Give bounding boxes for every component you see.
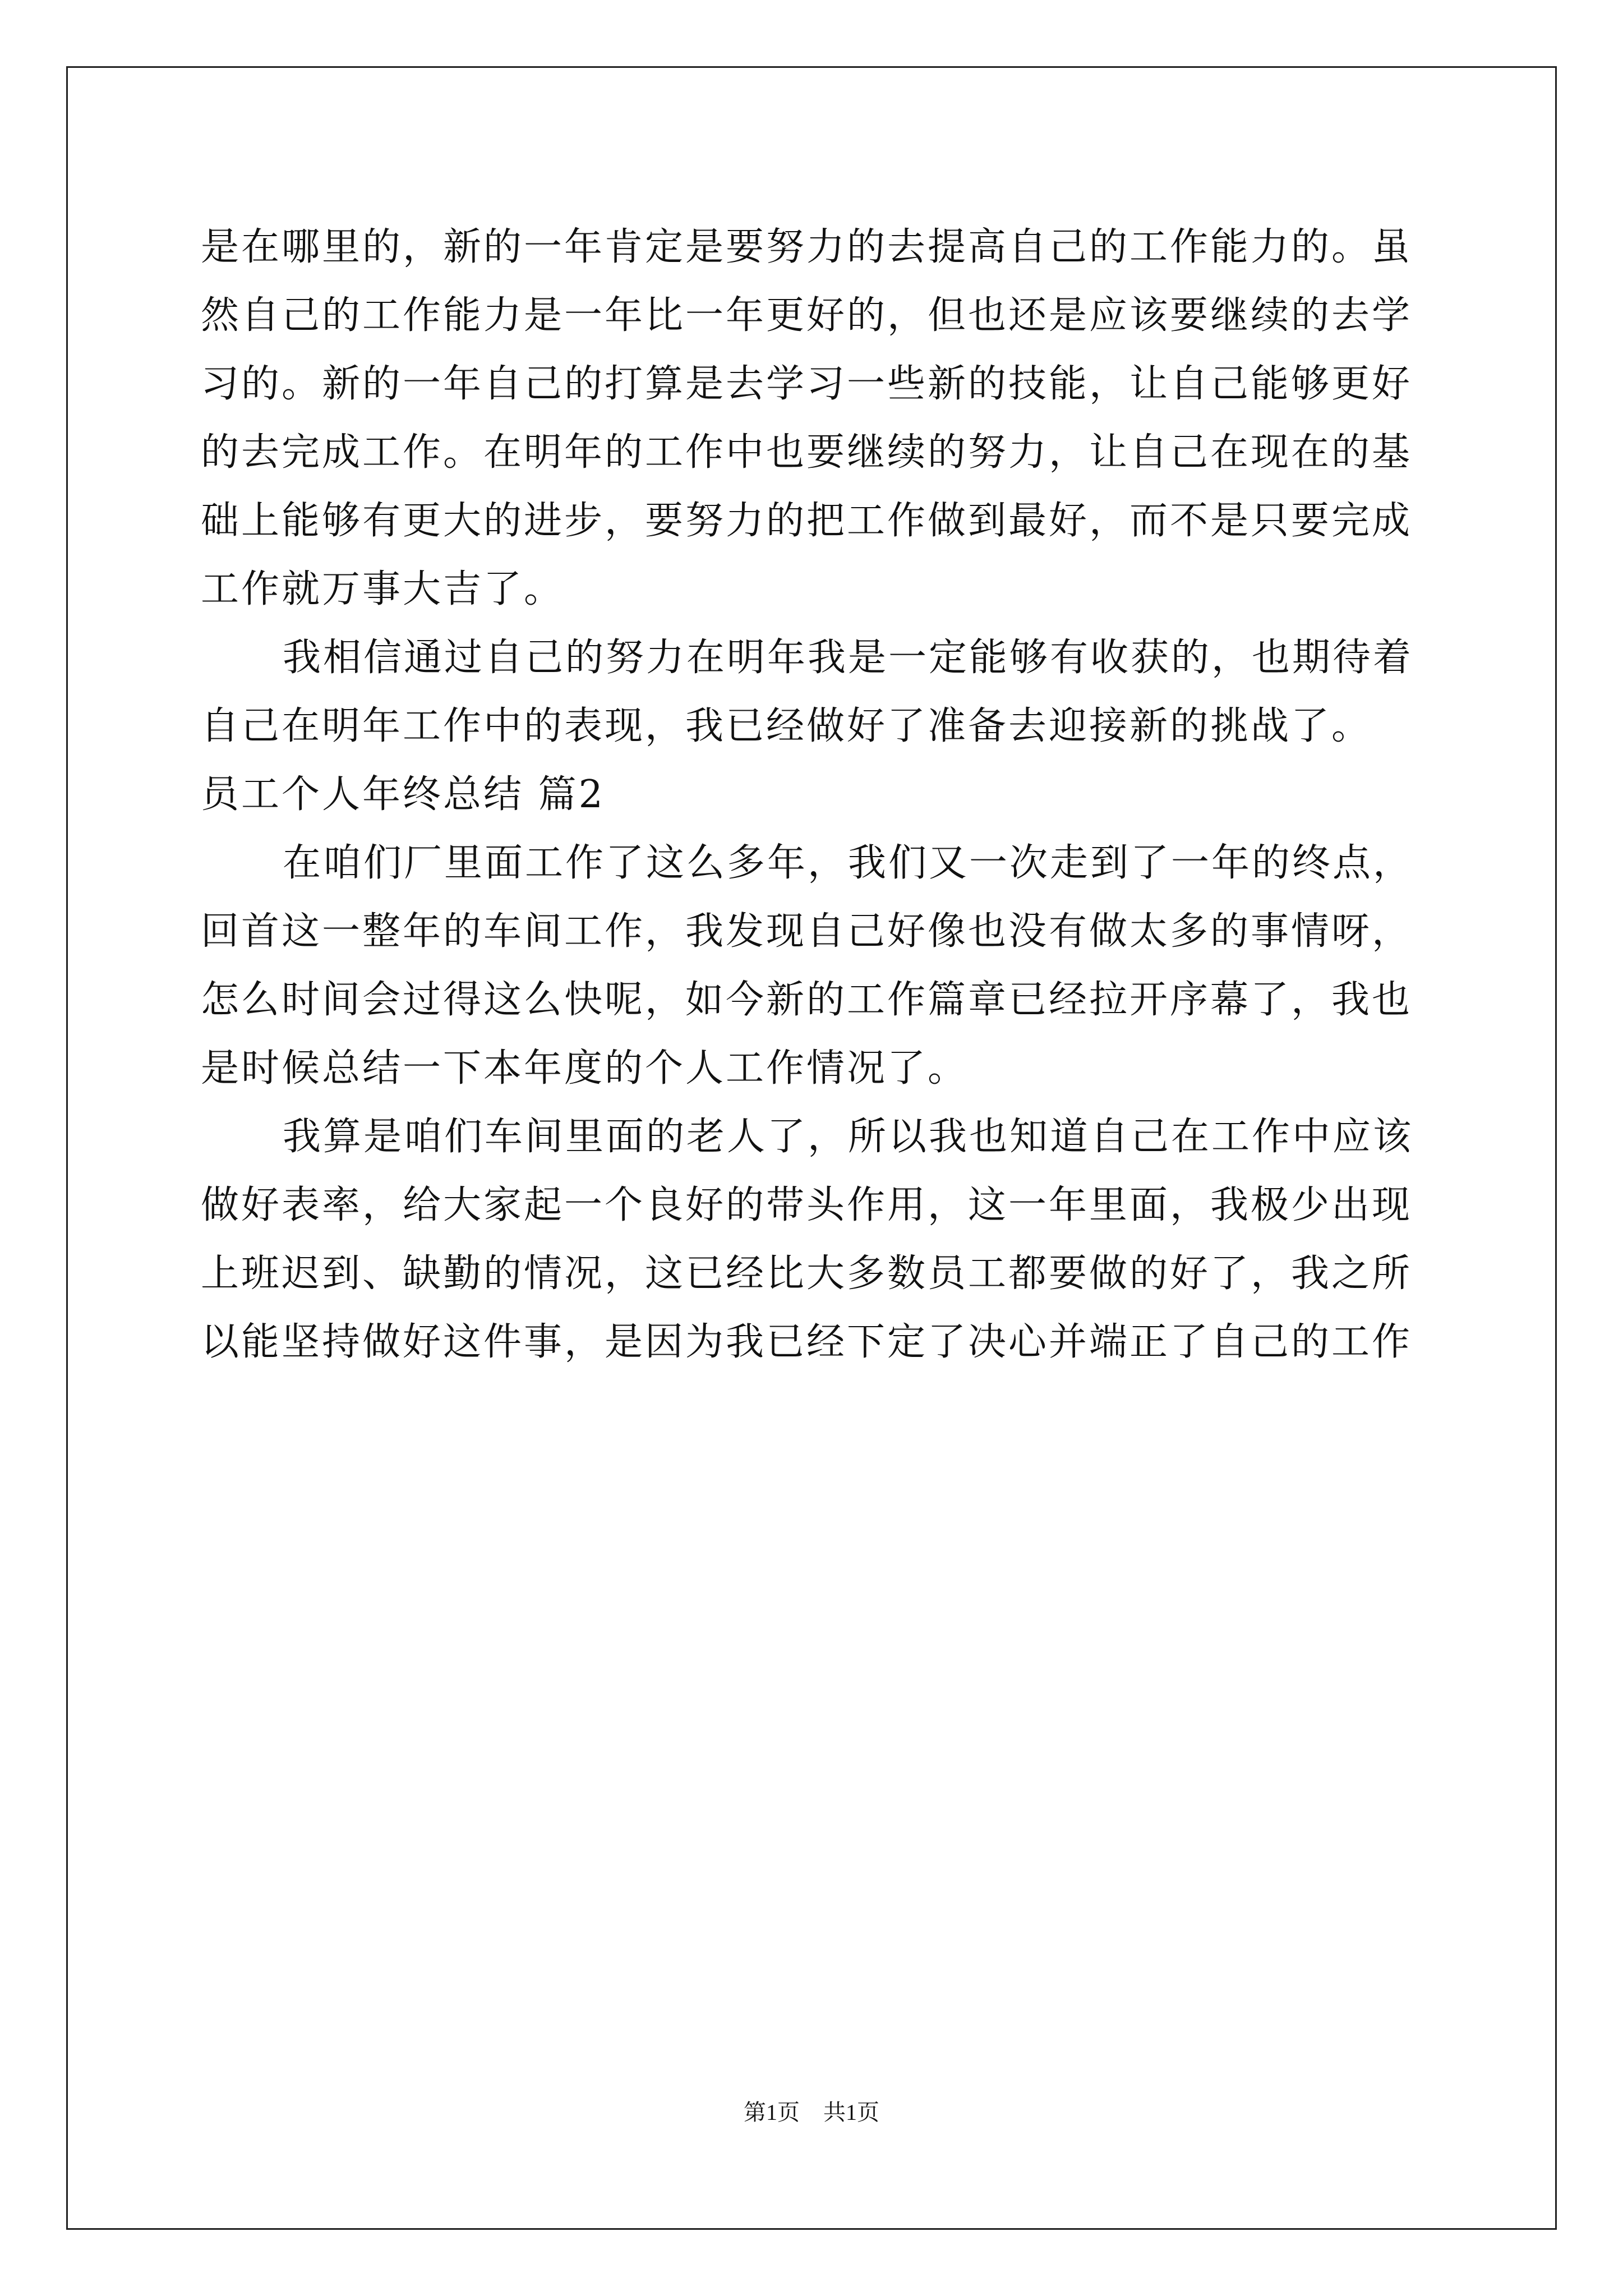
paragraph-line: 做好表率，给大家起一个良好的带头作用，这一年里面，我极少出现 <box>201 1183 1413 1227</box>
paragraph-line: 在咱们厂里面工作了这么多年，我们又一次走到了一年的终点， <box>283 841 1414 885</box>
paragraph-line: 自己在明年工作中的表现，我已经做好了准备去迎接新的挑战了。 <box>201 704 1372 748</box>
page-total: 共1页 <box>823 2100 879 2125</box>
paragraph-line: 我算是咱们车间里面的老人了，所以我也知道自己在工作中应该 <box>283 1115 1414 1159</box>
page-footer <box>0 2097 1623 2128</box>
paragraph-line: 我相信通过自己的努力在明年我是一定能够有收获的，也期待着 <box>283 636 1414 680</box>
paragraph-line: 础上能够有更大的进步，要努力的把工作做到最好，而不是只要完成 <box>201 499 1413 543</box>
paragraph-line: 上班迟到、缺勤的情况，这已经比大多数员工都要做的好了，我之所 <box>201 1251 1413 1296</box>
document-body <box>201 213 1435 1377</box>
paragraph-line: 回首这一整年的车间工作，我发现自己好像也没有做太多的事情呀， <box>201 909 1413 954</box>
page-number: 第1页 <box>744 2100 800 2125</box>
paragraph-line: 工作就万事大吉了。 <box>201 567 565 611</box>
paragraph-line: 的去完成工作。在明年的工作中也要继续的努力，让自己在现在的基 <box>201 430 1413 475</box>
paragraph-line: 是在哪里的，新的一年肯定是要努力的去提高自己的工作能力的。虽 <box>201 225 1413 269</box>
paragraph-line: 怎么时间会过得这么快呢，如今新的工作篇章已经拉开序幕了，我也 <box>201 978 1413 1022</box>
paragraph-line: 习的。新的一年自己的打算是去学习一些新的技能，让自己能够更好 <box>201 362 1413 406</box>
paragraph-line: 然自己的工作能力是一年比一年更好的，但也还是应该要继续的去学 <box>201 293 1413 338</box>
paragraph-line: 以能坚持做好这件事，是因为我已经下定了决心并端正了自己的工作 <box>201 1320 1413 1364</box>
section-heading: 员工个人年终总结 篇2 <box>201 772 605 817</box>
paragraph-line: 是时候总结一下本年度的个人工作情况了。 <box>201 1046 969 1091</box>
